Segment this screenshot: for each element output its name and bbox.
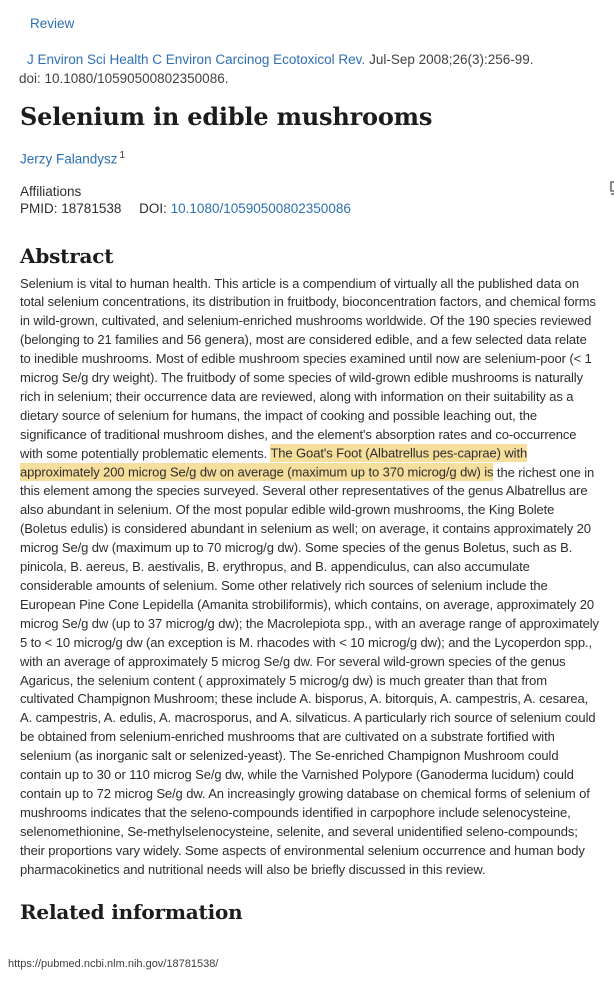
citation-line bbox=[19, 50, 598, 88]
affiliations-label[interactable]: Affiliations bbox=[20, 183, 82, 199]
related-information-heading: Related information bbox=[20, 899, 243, 924]
clipped-glyph-icon bbox=[608, 181, 614, 197]
browser-status-url: https://pubmed.ncbi.nlm.nih.gov/18781538/ bbox=[8, 958, 219, 970]
abstract-highlighted-text: The Goat's Foot (Albatrellus pes-caprae) with approximately 200 microg Se/g dw on average (maximum up to 370 microg/g dw) is bbox=[20, 445, 528, 480]
page-title: Selenium in edible mushrooms bbox=[20, 102, 433, 131]
author-line bbox=[20, 150, 598, 167]
publication-type-link[interactable]: Review bbox=[30, 16, 75, 31]
pmid-doi-row bbox=[20, 200, 598, 217]
abstract-text-before-highlight: Selenium is vital to human health. This article is a compendium of virtually all the published data on total selenium concentrations, its distribution in fruitbody, bioconcentration factors, and chemical forms in wild-grown, cultivated, and selenium-enriched mushrooms worldwide. Of the 190 species reviewed (belonging to 21 families and 56 genera), most are considered edible, and a few selected data relate to inedible mushrooms. Most of edible mushroom species examined until now are selenium-poor (< 1 microg Se/g dry weight). The fruitbody of some species of wild-grown edible mushrooms is naturally rich in selenium; their occurrence data are reviewed, along with information on their suitability as a dietary source of selenium for humans, the impact of cooking and possible leaching out, the significance of traditional mushroom dishes, and the element's absorption rates and co-occurrence with some potentially problematic elements. bbox=[20, 275, 596, 461]
partially-visible-edge-icon[interactable] bbox=[608, 181, 614, 197]
abstract-text-after-highlight: the richest one in this element among the species surveyed. Several other representatives of the genus Albatrellus are also abundant in selenium. Of the most popular edible wild-grown mushrooms, the King Bolete (Boletus edulis) is considered abundant in selenium as well; on average, it contains approximately 20 microg Se/g dw (maximum up to 70 microg/g dw). Some species of the genus Boletus, such as B. pinicola, B. aereus, B. aestivalis, B. erythropus, and B. appendiculus, can also accumulate considerable amounts of selenium. Some other relatively rich sources of selenium include the European Pine Cone Lepidella (Amanita strobiliformis), which contains, on average, approximately 20 microg Se/g dw (up to 37 microg/g dw); the Macrolepiota spp., with an average range of approximately 5 to < 10 microg/g dw (an exception is M. rhacodes with < 10 microg/g dw); and the Lycoperdon spp., with an average of approximately 5 microg Se/g dw. For several wild-grown species of the genus Agaricus, the selenium content ( approximately 5 microg/g dw) is much greater than that from cultivated Champignon Mushroom; these include A. bisporus, A. bitorquis, A. campestris, A. cesarea, A. campestris, A. edulis, A. macrosporus, and A. silvaticus. A particularly rich source of selenium could be obtained from selenium-enriched mushrooms that are cultivated on a substrate fortified with selenium (as inorganic salt or selenized-yeast). The Se-enriched Champignon Mushroom could contain up to 30 or 110 microg Se/g dw, while the Varnished Polypore (Ganoderma lucidum) could contain up to 72 microg Se/g dw. An increasingly growing database on chemical forms of selenium of mushrooms indicates that the seleno-compounds identified in carpophore include selenocysteine, selenomethionine, Se-methylselenocysteine, selenite, and several unidentified seleno-compounds; their proportions vary widely. Some aspects of environmental selenium occurrence and human body pharmacokinetics and nutritional needs will also be briefly discussed in this review. bbox=[20, 464, 599, 877]
abstract-paragraph bbox=[20, 275, 600, 880]
identifiers-block bbox=[20, 183, 598, 217]
doi-link[interactable]: 10.1080/10590500802350086 bbox=[170, 200, 351, 216]
author-affiliation-superscript: 1 bbox=[119, 150, 126, 161]
doi-label: DOI: bbox=[139, 200, 167, 216]
pmid-label: PMID: bbox=[20, 200, 58, 216]
doi-text-line: doi: 10.1080/10590500802350086. bbox=[19, 71, 229, 86]
journal-link[interactable]: J Environ Sci Health C Environ Carcinog Ecotoxicol Rev. bbox=[27, 52, 366, 67]
citation-details: Jul-Sep 2008;26(3):256-99. bbox=[369, 52, 534, 67]
author-link[interactable]: Jerzy Falandysz bbox=[20, 151, 118, 167]
abstract-heading: Abstract bbox=[20, 243, 114, 268]
pmid-value: 18781538 bbox=[61, 200, 122, 216]
